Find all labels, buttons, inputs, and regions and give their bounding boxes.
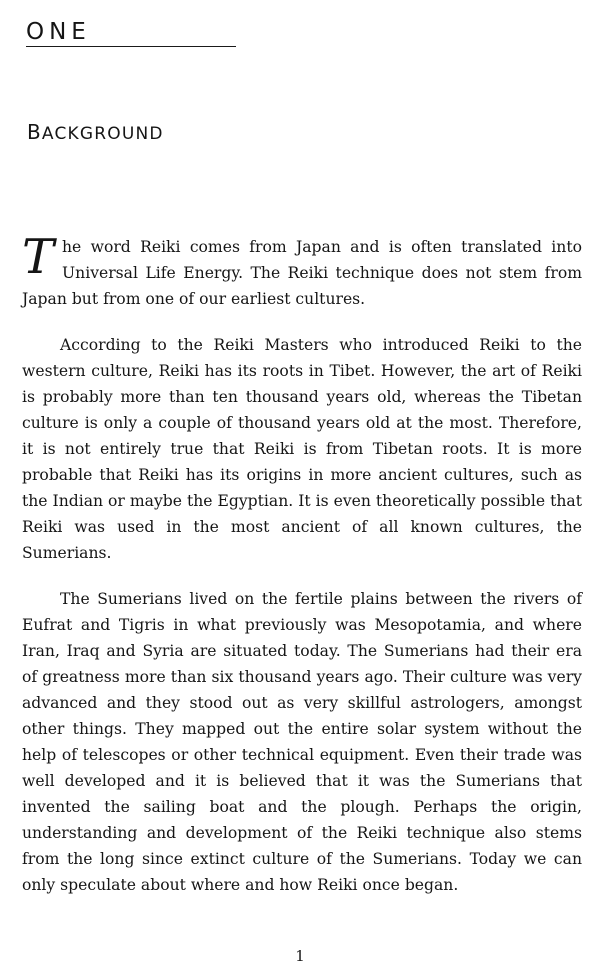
drop-cap: T — [22, 229, 55, 285]
section-title-cap: B — [27, 120, 42, 144]
chapter-heading: ONE — [26, 19, 91, 45]
section-title — [27, 121, 164, 145]
paragraph-1-text: he word Reiki comes from Japan and is often translated into Universal Life Energy. The Reiki technique does not stem from Japan but from one of our earliest cultures. — [22, 238, 582, 308]
page-number: 1 — [295, 947, 305, 965]
paragraph-1 — [22, 229, 582, 312]
body-text — [22, 229, 582, 918]
paragraph-2: According to the Reiki Masters who introduced Reiki to the western culture, Reiki has its roots in Tibet. However, the art of Reiki is probably more than ten thousand years old, whereas the Tibetan culture is only a couple of thousand years old at the most. Therefore, it is not entirely true that Reiki is from Tibetan roots. It is more probable that Reiki has its origins in more ancient cultures, such as the Indian or maybe the Egyptian. It is even theoretically possible that Reiki was used in the most ancient of all known cultures, the Sumerians. — [22, 336, 582, 562]
section-title-rest: ACKGROUND — [41, 124, 164, 144]
chapter-rule — [26, 46, 236, 47]
paragraph-3: The Sumerians lived on the fertile plains between the rivers of Eufrat and Tigris in what previously was Mesopotamia, and where Iran, Iraq and Syria are situated today. The Sumerians had their era of greatness more than six thousand years ago. Their culture was very advanced and they stood out as very skillful astrologers, amongst other things. They mapped out the entire solar system without the help of telescopes or other technical equipment. Even their trade was well developed and it is believed that it was the Sumerians that invented the sailing boat and the plough. Perhaps the origin, understanding and development of the Reiki technique also stems from the long since extinct culture of the Sumerians. Today we can only speculate about where and how Reiki once began. — [22, 590, 582, 894]
